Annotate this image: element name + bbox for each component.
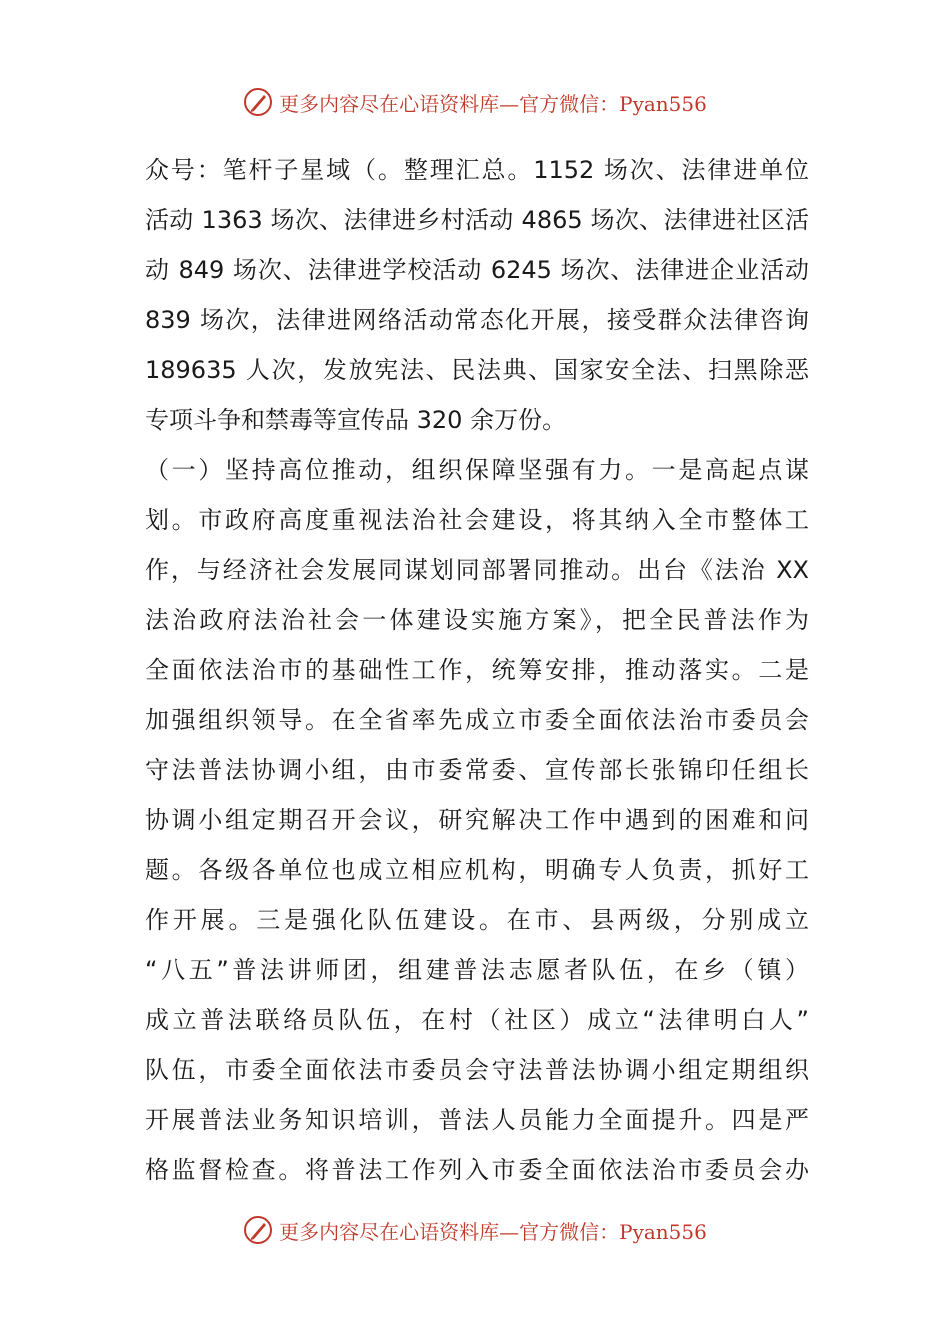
watermark-text: 更多内容尽在心语资料库—官方微信：Pyan556 (279, 91, 707, 116)
text-line: 作开展。三是强化队伍建设。在市、县两级，分别成立 (145, 906, 809, 934)
text-line: 加强组织领导。在全省率先成立市委全面依法治市委员会 (145, 706, 809, 734)
text-line: 开展普法业务知识培训，普法人员能力全面提升。四是严 (145, 1106, 809, 1134)
text-line: 成立普法联络员队伍，在村（社区）成立“法律明白人” (145, 1006, 809, 1034)
text-line: 动 849 场次、法律进学校活动 6245 场次、法律进企业活动 (145, 256, 809, 284)
text-line: 题。各级各单位也成立相应机构，明确专人负责，抓好工 (145, 856, 809, 884)
text-line: 划。市政府高度重视法治社会建设，将其纳入全市整体工 (145, 506, 809, 534)
text-line: “八五”普法讲师团，组建普法志愿者队伍，在乡（镇） (145, 956, 809, 984)
footer-watermark (0, 1210, 950, 1250)
text-line: 格监督检查。将普法工作列入市委全面依法治市委员会办 (145, 1156, 809, 1184)
text-line: 189635 人次，发放宪法、民法典、国家安全法、扫黑除恶 (145, 356, 809, 384)
document-body (145, 145, 809, 1195)
text-line: 专项斗争和禁毒等宣传品 320 余万份。 (145, 406, 567, 434)
text-line: 839 场次，法律进网络活动常态化开展，接受群众法律咨询 (145, 306, 809, 334)
text-line: 协调小组定期召开会议，研究解决工作中遇到的困难和问 (145, 806, 809, 834)
text-line: 活动 1363 场次、法律进乡村活动 4865 场次、法律进社区活 (145, 206, 809, 234)
text-line: 全面依法治市的基础性工作，统筹安排，推动落实。二是 (145, 656, 809, 684)
text-line: 法治政府法治社会一体建设实施方案》，把全民普法作为 (145, 606, 809, 634)
watermark-text: 更多内容尽在心语资料库—官方微信：Pyan556 (279, 1219, 707, 1244)
text-line: 作，与经济社会发展同谋划同部署同推动。出台《法治 XX (145, 556, 809, 584)
text-line: 队伍，市委全面依法市委员会守法普法协调小组定期组织 (145, 1056, 809, 1084)
text-line: （一）坚持高位推动，组织保障坚强有力。一是高起点谋 (145, 456, 809, 484)
pen-logo-icon (243, 1215, 273, 1245)
pen-logo-icon (243, 87, 273, 117)
text-line: 众号：笔杆子星域（。整理汇总。1152 场次、法律进单位 (145, 156, 809, 184)
text-line: 守法普法协调小组，由市委常委、宣传部长张锦印任组长 (145, 756, 809, 784)
header-watermark (0, 82, 950, 122)
